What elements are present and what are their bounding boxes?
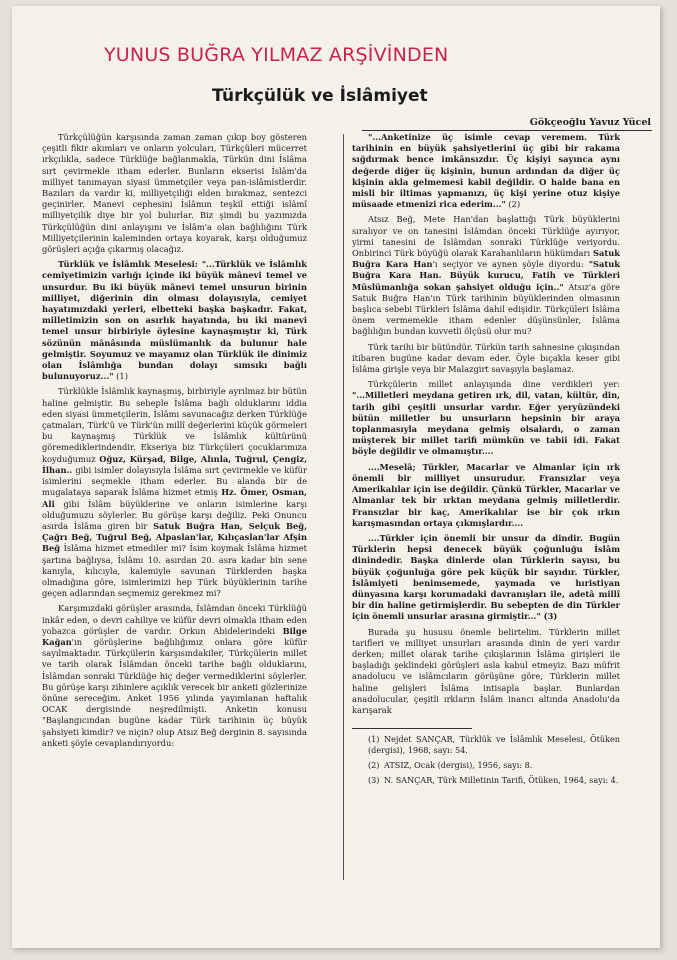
quote: "...Milletleri meydana getiren ırk, dil, vatan, kültür, din, tarih gibi çeşitli unsurlar vardır. Eğer yeryüzündeki bütün milletler bu unsurların hepsinin bir araya toplanmasıyla meydana gelmiş olsalardı, o zaman müşterek bir millet tarifi mümkün ve tabii idi. Fakat böyle değildir ve olmamıştır.... [352,390,620,457]
text-run: 'ın görüşlerine bağlılığımız onlara göre küfür sayılmaktadır. Türkçülerin karşısındakiler, Türkçülerin millet ve tarih olarak İslâmdan önceki tarihe bağlı olduklarını, İslâmdan sonraki Türklüğe hiç değer vermediklerini söylerler. Bu görüşe karşı zihinlere açıklık verecek bir anketi gözlerinize önüne sereceğim. Anket 1956 yılında yayımlanan haftalık OCAK dergisinde neşredilmişti. Anketin konusu "Başlangıcından bugüne kadar Türk tarihinin üç büyük şahsiyeti kimdir? ve niçin? olup Atsız Beğ derginin 8. sayısında anketi şöyle cevaplandırıyordu: [42,636,307,748]
names-run: Hz. Ömer, Osman, Ali [42,487,307,509]
footnote [352,760,620,771]
text-run: İslâma hizmet etmediler mi? İsim koymak İslâma hizmet şartına bağlıysa, İslâmı 10. asırdan 20. asra kadar bin sene kanıyla, kılıcıyla, kalemiyle savunan Türklerden başka olmadığına göre, isimlerimizi hep Türk büyüklerinin tarihe geçen adlarından seçmemiz gerekmez mi? [42,543,307,599]
text-run: Atsız Beğ, Mete Han'dan başlattığı Türk büyüklerini sıralıyor ve on tanesini İslâmdan önceki Türklüğe ayırıyor, yirmi tanesini de İslâmdan sonraki Türklüğe veriyordu. Onbirinci Türk büyüğü olarak Karahanlıların hükümdarı [352,214,620,259]
footnote [352,734,620,756]
text-run: Türklükle İslâmlık kaynaşmış, birbiriyle ayrılmaz bir bütün haline gelmiştir. Bu sebeple İslâma bağlı olduklarını iddia eden siyasi ümmetçilerin, İslâmı savunacağız derken Türklüğe çatmaları, Türk'ü ve Türk'ün millî değerlerini küçük görmeleri bu kaynaşmış Türklük ve İslâmlık kültürünü göremediklerindendir. Ekseriya biz Türkçüleri çocuklarımıza koyduğumuz [42,386,307,464]
quote: "Satuk Buğra Kara Han. Büyük kurucu, Fatih ve Türkleri Müslümanlığa sokan şahsiyet olduğu için.." [352,259,621,292]
paragraph [42,386,307,599]
paragraph [42,603,307,749]
footnote-ref: (2) [505,199,521,210]
article-title: Türkçülük ve İslâmiyet [212,86,428,106]
footnote-number: (1) [368,734,380,745]
footnote [352,775,620,786]
text-run: gibi isimler dolayısıyla İslâma sırt çevirmekle ve küfür isimlerini seçmekle itham ederler. Bu alanda bir de mugalataya saparak İslâma hizmet etmiş [42,464,307,498]
names-run: Satuk Buğra Han, Selçuk Beğ, Çağrı Beğ, Tuğrul Beğ, Alpaslan'lar, Kılıçaslan'lar Afşin Beğ [42,520,307,554]
names-run: Bilge Kağan [42,625,307,647]
names-run: Oğuz, Kürşad, Bilge, Alınla, Tuğrul, Çengiz, İlhan.. [42,453,307,475]
footnote-ref: (1) [113,371,128,382]
quote-paragraph: ....Meselâ; Türkler, Macarlar ve Almanlar için ırk önemli bir milliyet unsurudur. Fransızlar veya Amerikalılar için ise değildir. Çünkü Türkler, Macarlar ve Almanlar tek bir ırktan meydana gelmiş milletlerdir. Fransızlar bir kaç, Amerikalılar ise bir çok ırkın karışmasından ortaya çıkmışlardır.... [352,461,620,528]
footnote-text: Nejdet SANÇAR, Türklük ve İslâmlık Meselesi, Ötüken (dergisi), 1968, sayı: 54. [368,734,620,756]
author-rule [362,130,652,131]
text-run: Türkçülerin millet anlayışında dine verdikleri yer: [368,379,620,390]
quote: "...Anketinize üç isimle cevap veremem. Türk tarihinin en büyük şahsiyetlerini üç gibi bir rakama sığdırmak bence imkânsızdır. Üç kişiyi sayınca aynı değerde diğer üç kişinin, bunun ardından da diğer üç kişinin akla gelmemesi kabil değildir. O halde bana en misli bir iltimas yapmanızı, üç kişi yerine otuz kişiye müsaade etmenizi rica ederim..." [352,132,620,210]
column-divider [343,134,344,880]
paragraph [352,214,620,337]
archive-title: YUNUS BUĞRA YILMAZ ARŞİVİNDEN [104,44,449,66]
paragraph [42,259,307,382]
names-run: Satuk Buğra Kara Han [352,248,620,270]
left-column [42,132,307,753]
quote: ....Türkler için önemli bir unsur da dindir. Bugün Türklerin hepsi denecek büyük çoğunluğu İslâm dinindedir. Başka dinlerde olan Türklerin sayısı, bu büyük çoğunluğa göre pek küçük bir sayıdır. Türkler, İslâmiyeti benimsemede, yaymada ve hıristiyan dünyasına karşı korumadaki davranışları ile, adetâ millî bir din haline getirmişlerdir. Bu sebepten de din Türkler için önemli unsurlar arasına girmiştir..." [352,532,620,622]
document-page [12,6,660,948]
footnote-number: (3) [368,775,380,786]
footnotes [352,734,620,786]
right-column [352,132,620,790]
text-run: Karşımızdaki görüşler arasında, İslâmdan önceki Türklüğü inkâr eden, o devri cahiliye ve küfür devri olmakla itham eden yobazca görüşler de vardır. Orkun Abidelerindeki [42,603,307,636]
paragraph [352,533,620,623]
footnote-text: ATSIZ, Ocak (dergisi), 1956, sayı: 8. [384,760,533,771]
footnote-text: N. SANÇAR, Türk Milletinin Tarifi, Ötüken, 1964, sayı: 4. [384,775,619,786]
quote: "...Türklük ve İslâmlık cemiyetimizin varlığı içinde iki büyük mânevi temel ve unsurdur. Bu iki büyük mânevi temel unsurun birinin milliyet, diğerinin din olması dolayısıyla, cemiyet hayatımızdaki yerleri, elbetteki başka başkadır. Fakat, milletimizin son on asırlık hayatında, bu iki manevi temel unsur birbiriyle öylesine kaynaşmıştır ki, Türk sözünün mânâsında müslümanlık da bulunur hale gelmiştir. Soyumuz ve mayamız olan Türklük ile dinimiz olan İslâmlığa bundan dolayı sımsıkı bağlı bulunuyoruz..." [42,259,307,382]
footnote-rule [352,728,472,729]
section-heading: Türklük ve İslâmlık Meselesi: [58,259,198,270]
author-name: Gökçeoğlu Yavuz Yücel [529,117,651,128]
footnote-ref: (3) [540,611,558,622]
paragraph [352,132,620,210]
text-run: 'ı seçiyor ve aynen şöyle diyordu: [432,259,589,270]
text-run: Atsız'a göre Satuk Buğra Han'ın Türk tarihinin büyüklerinden olmasının başlıca sebebi Türkleri İslâma dahil edişidir. Türkçüleri İslâma önem vermemekle itham edenler düşünsünler, İslâma bağlılığın bundan kuvvetli ölçüsü olur mu? [352,281,620,337]
paragraph: Burada şu hususu önemle belirtelim. Türklerin millet tarifleri ve milliyet unsurları arasında dinin de yeri vardır derken; millet olarak tarihe çıkışlarının İslâma girişleri ile başladığı şeklindeki görüşleri asla kabul etmeyiz. Bazı müfrit anadolucu ve islâmcıların görüşüne göre, Türklerin millet haline gelişleri İslâma intisapla başlar. Bunlardan anadolucular, çeşitli ırkların İslâm inancı altında Anadolu'da karışarak [352,626,620,715]
paragraph: Türk tarihi bir bütündür. Türkün tarih sahnesine çıkışından itibaren bugüne kadar devam eder. Öyle bıçakla keser gibi İslâma girişle veya bir Malazgirt savaşıyla başlamaz. [352,341,620,375]
footnote-number: (2) [368,760,380,771]
text-run: gibi İslâm büyüklerine ve onların isimlerine karşı olduğumuzu söylerler. Bu görüşe karşı değiliz. Peki Onuncu asırda İslâma giren bir [42,498,307,531]
paragraph [352,379,620,457]
paragraph: Türkçülüğün karşısında zaman zaman çıkıp boy gösteren çeşitli fikir akımları ve onların yolcuları, Türkçüleri mücerret ırkçılıkla, sadece Türklüğe bağlanmakla, Türkün dini İslâma sırt çevirmekle itham ederler. Bunların ekserisi İslâm'da milliyet tanımayan siyasi ümmetçiler veya pan-islâmistlerdir. Bazıları da vardır ki, milliyetçiliği elden bırakmaz, sentezci geçinirler. Manevi cephesini İslâmın teşkil ettiği islâmî milliyetçilik diye bir yol bulurlar. Biz şimdi bu yazımızda Türkçülüğün dini anlayışını ve İslâm'a olan bağlılığını Türk Milliyetçilerinin kaleminden ortaya koyarak, karşı olduğumuz görüşleri açığa çıkarmış olacağız. [42,132,307,255]
